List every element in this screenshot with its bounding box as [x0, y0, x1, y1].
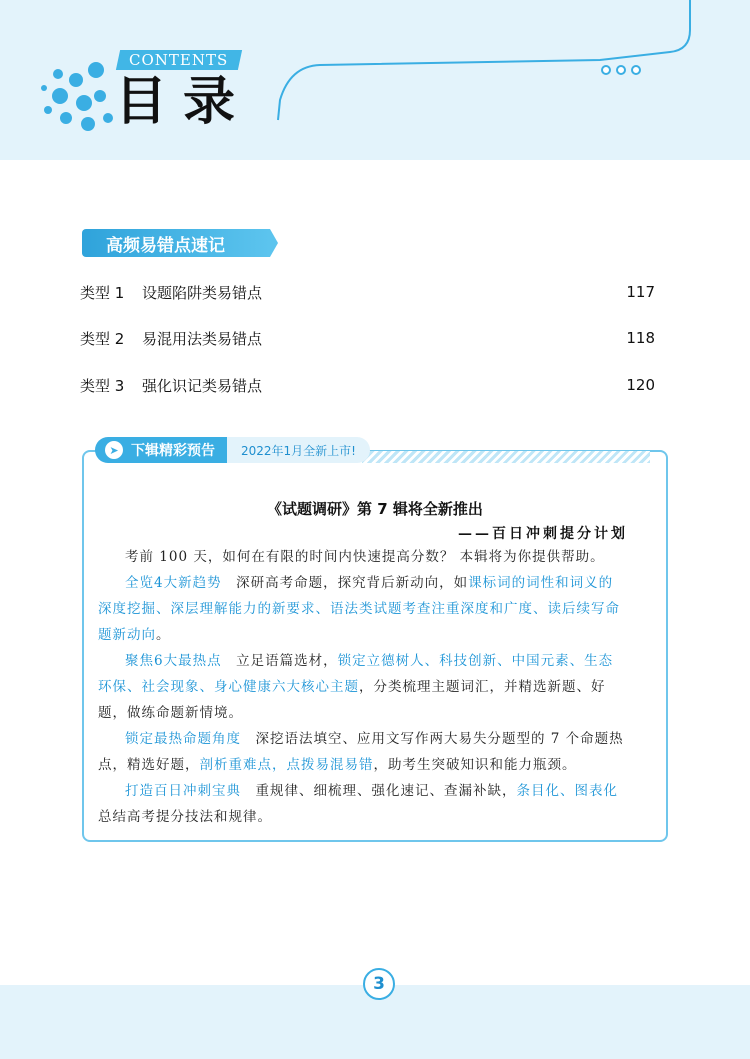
preview-paragraph: [98, 726, 624, 778]
body-text: ，助考生突破知识和能力瓶颈。: [373, 757, 577, 773]
preview-paragraph: [98, 648, 624, 726]
preview-subheading: ——百日冲刺提分计划: [458, 526, 628, 542]
preview-body: [98, 544, 624, 830]
preview-intro: 考前 100 天，如何在有限的时间内快速提高分数？ 本辑将为你提供帮助。: [125, 549, 605, 565]
body-text: 立足语篇选材，: [221, 653, 338, 669]
toc-title: 设题陷阱类易错点: [142, 283, 263, 302]
dots-logo-icon: [41, 62, 113, 131]
paper-plane-icon: ➤: [105, 441, 123, 459]
contents-badge-label: CONTENTS: [129, 51, 229, 69]
preview-tab-main: [95, 437, 227, 463]
highlight-text: 打造百日冲刺宝典: [125, 783, 241, 799]
toc-row[interactable]: [80, 280, 655, 304]
page-number: 3: [363, 968, 395, 1000]
highlight-text: 剖析重难点，点拨易混易错: [199, 757, 374, 773]
body-text: 深挖语法填空、应用文写作两大易失分题型的 7 个命题热点，精选好题，: [98, 731, 624, 773]
highlight-text: 聚焦6大最热点: [125, 653, 222, 669]
header-decoration: [0, 0, 750, 160]
toc-type: 类型 1: [80, 283, 125, 302]
toc-title: 易混用法类易错点: [142, 329, 263, 348]
toc-row[interactable]: [80, 373, 655, 397]
preview-paragraph: [98, 778, 624, 830]
chain-dots-icon: [602, 66, 640, 74]
body-text: 总结高考提分技法和规律。: [98, 809, 272, 825]
toc-page: 118: [626, 329, 655, 347]
toc-page: 120: [626, 376, 655, 394]
body-text: ，分类梳理主题词汇，并精选新题、好题，做练命题新情境。: [98, 679, 606, 721]
preview-tab: [95, 437, 370, 463]
toc-type: 类型 3: [80, 376, 125, 395]
preview-tab-sub: 2022年1月全新上市!: [227, 437, 370, 463]
preview-heading: 《试题调研》第 7 辑将全新推出: [267, 500, 483, 518]
highlight-text: 课标词的词性和词义的深度挖掘、深层理解能力的新要求、语法类试题考查注重深度和广度、读后续写命题新动向: [98, 575, 620, 643]
highlight-text: 全览4大新趋势: [125, 575, 222, 591]
highlight-text: 锁定最热命题角度: [125, 731, 241, 747]
body-text: 重规律、细梳理、强化速记、查漏补缺，: [241, 783, 517, 799]
toc-row[interactable]: [80, 326, 655, 350]
preview-paragraph: [98, 570, 624, 648]
section-title: 高频易错点速记: [82, 229, 270, 257]
toc-title: 强化识记类易错点: [142, 376, 263, 395]
page-title: 目录: [115, 72, 252, 132]
body-text: 深研高考命题，探究背后新动向，如: [221, 575, 469, 591]
contents-badge: [116, 50, 242, 70]
preview-tab-label: 下辑精彩预告: [131, 443, 215, 459]
preview-stripe: [362, 451, 650, 463]
highlight-text: 条目化、图表化: [516, 783, 618, 799]
toc-page: 117: [626, 283, 655, 301]
body-text: 。: [156, 627, 171, 643]
toc-type: 类型 2: [80, 329, 125, 348]
highlight-text: 锁定立德树人、科技创新、中国元素、生态环保、社会现象、身心健康六大核心主题: [98, 653, 614, 695]
